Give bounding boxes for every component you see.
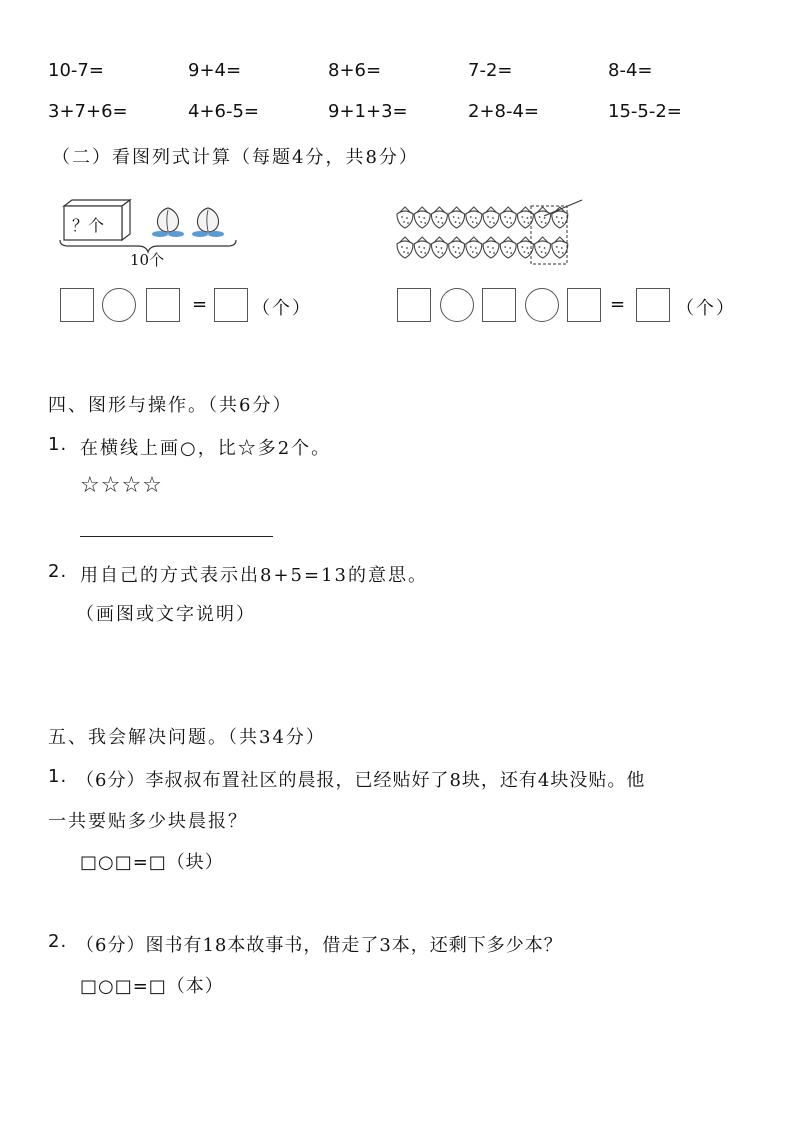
operator-circle[interactable] bbox=[440, 288, 474, 322]
strawberry-icon bbox=[500, 207, 516, 228]
section-heading-picture-calc: （二）看图列式计算（每题4分，共8分） bbox=[52, 147, 419, 168]
equation: 9+4= bbox=[188, 60, 242, 81]
strawberry-icon bbox=[431, 237, 447, 258]
strawberry-icon bbox=[535, 207, 551, 228]
strawberry-icon bbox=[449, 207, 465, 228]
strawberry-icon bbox=[466, 207, 482, 228]
strawberry-icon bbox=[397, 237, 413, 258]
question-number: 2. bbox=[48, 931, 68, 952]
equation: 15-5-2= bbox=[608, 101, 682, 122]
strawberry-icon bbox=[414, 237, 430, 258]
strawberry-icon bbox=[483, 237, 499, 258]
answer-box[interactable] bbox=[60, 288, 94, 322]
equation: 9+1+3= bbox=[328, 101, 408, 122]
question-text-continued: 一共要贴多少块晨报？ bbox=[48, 811, 248, 832]
strawberry-icon bbox=[414, 207, 430, 228]
unknown-count-label: ？个 bbox=[72, 216, 105, 235]
equation: 4+6-5= bbox=[188, 101, 260, 122]
question-text: （6分）李叔叔布置社区的晨报，已经贴好了8块，还有4块没贴。他 bbox=[76, 770, 646, 791]
drawing-line[interactable] bbox=[80, 536, 273, 537]
answer-box[interactable] bbox=[146, 288, 180, 322]
question-text: 用自己的方式表示出8+5=13的意思。 bbox=[80, 565, 428, 586]
strawberry-icon bbox=[466, 237, 482, 258]
strawberry-icon bbox=[397, 207, 413, 228]
answer-box[interactable] bbox=[636, 288, 670, 322]
unit-label: （个） bbox=[252, 298, 312, 319]
section-heading-problems: 五、我会解决问题。（共34分） bbox=[48, 727, 326, 748]
question-number: 1. bbox=[48, 434, 68, 455]
equation: 8-4= bbox=[608, 60, 653, 81]
total-label: 10个 bbox=[130, 251, 165, 269]
answer-template[interactable]: □○□=□（本） bbox=[80, 976, 224, 997]
strawberry-icon bbox=[552, 207, 568, 228]
strawberry-icon bbox=[449, 237, 465, 258]
operator-circle[interactable] bbox=[102, 288, 136, 322]
strawberries-picture bbox=[394, 196, 586, 268]
stars-row: ☆☆☆☆ bbox=[80, 473, 163, 498]
answer-box[interactable] bbox=[482, 288, 516, 322]
strawberry-icon bbox=[552, 237, 568, 258]
equation: 8+6= bbox=[328, 60, 382, 81]
section-heading-shapes: 四、图形与操作。（共6分） bbox=[48, 395, 293, 416]
answer-box[interactable] bbox=[397, 288, 431, 322]
unit-label: （个） bbox=[676, 298, 736, 319]
strawberry-icon bbox=[483, 207, 499, 228]
equals-sign: = bbox=[192, 294, 208, 315]
strawberry-icon bbox=[535, 237, 551, 258]
equation: 3+7+6= bbox=[48, 101, 128, 122]
equation: 2+8-4= bbox=[468, 101, 540, 122]
strawberry-icon bbox=[500, 237, 516, 258]
answer-template[interactable]: □○□=□（块） bbox=[80, 852, 224, 873]
question-number: 1. bbox=[48, 766, 68, 787]
question-number: 2. bbox=[48, 561, 68, 582]
strawberry-icon bbox=[431, 207, 447, 228]
equation: 10-7= bbox=[48, 60, 104, 81]
equals-sign: = bbox=[610, 294, 626, 315]
equation: 7-2= bbox=[468, 60, 513, 81]
question-text: 在横线上画○，比☆多2个。 bbox=[80, 438, 332, 459]
question-text: （6分）图书有18本故事书，借走了3本，还剩下多少本？ bbox=[76, 935, 563, 956]
answer-box[interactable] bbox=[214, 288, 248, 322]
answer-box[interactable] bbox=[567, 288, 601, 322]
operator-circle[interactable] bbox=[525, 288, 559, 322]
question-hint: （画图或文字说明） bbox=[76, 604, 256, 625]
